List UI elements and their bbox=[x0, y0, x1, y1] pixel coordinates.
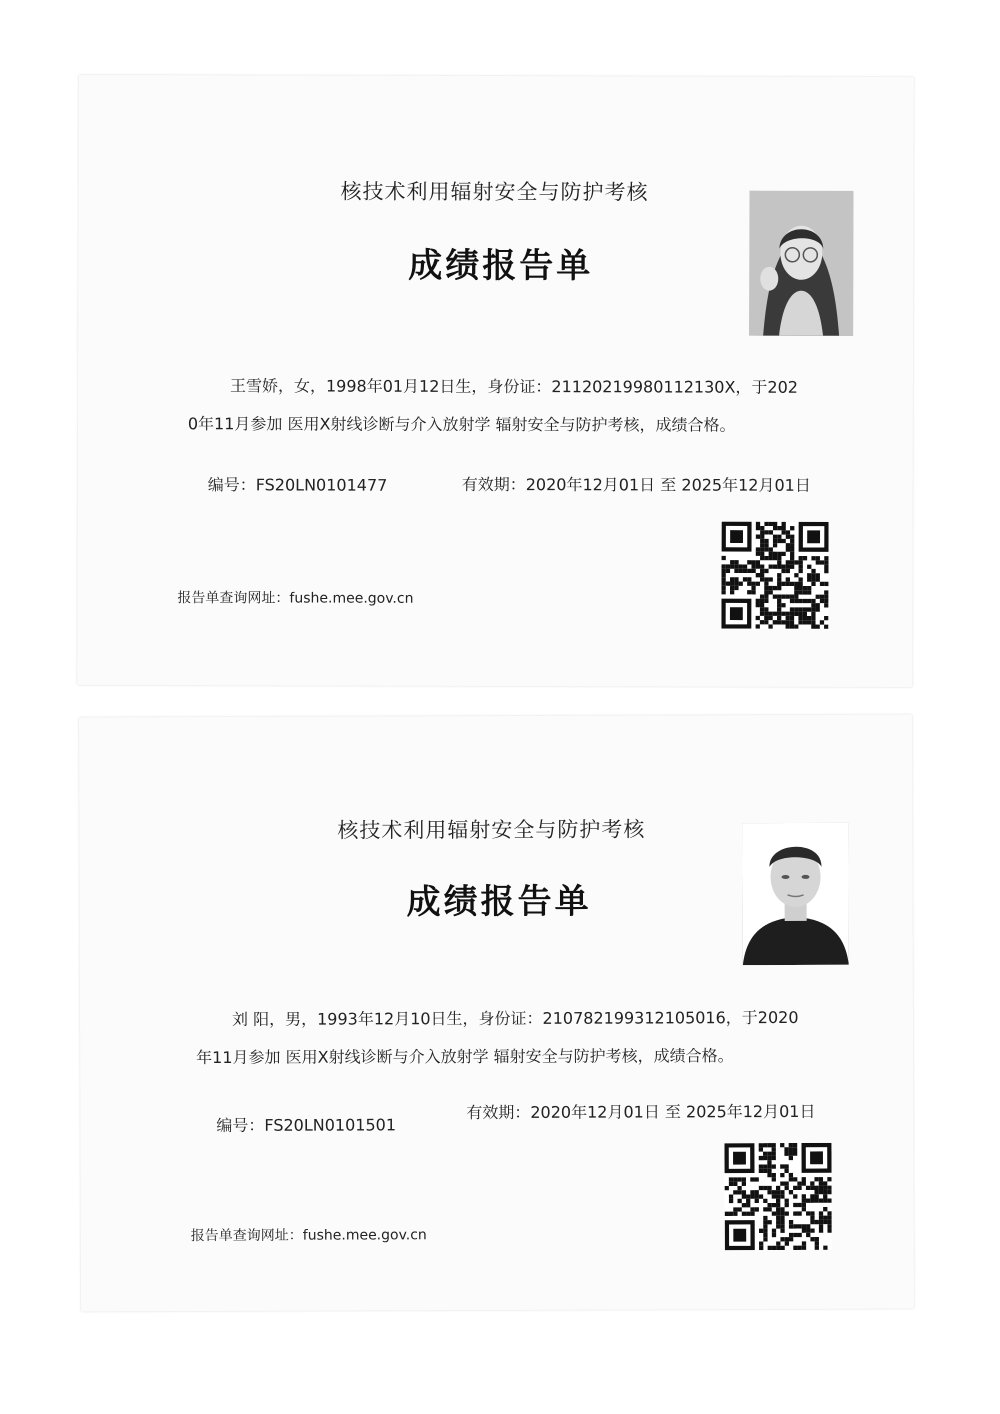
validity-from: 2020年12月01日 bbox=[525, 475, 656, 495]
qr-code bbox=[721, 522, 828, 629]
report-number-value: FS20LN0101501 bbox=[264, 1115, 397, 1135]
query-url-label: 报告单查询网址： bbox=[190, 1227, 303, 1245]
report-number-label: 编号： bbox=[216, 1115, 265, 1135]
report-number-label: 编号： bbox=[207, 475, 256, 495]
qr-code bbox=[724, 1143, 831, 1250]
report-title: 成绩报告单 bbox=[406, 881, 592, 923]
validity-to: 2025年12月01日 bbox=[685, 1101, 816, 1122]
report-validity bbox=[466, 1099, 815, 1123]
validity-to-word: 至 bbox=[660, 475, 677, 495]
report-number bbox=[216, 1112, 396, 1136]
query-url-value: fushe.mee.gov.cn bbox=[289, 590, 414, 607]
report-sheet bbox=[79, 715, 914, 1312]
validity-from: 2020年12月01日 bbox=[530, 1102, 660, 1122]
report-body-line2: 年11月参加 医用X射线诊断与介入放射学 辐射安全与防护考核，成绩合格。 bbox=[196, 1046, 734, 1068]
query-url bbox=[191, 1224, 427, 1245]
report-number bbox=[208, 472, 388, 495]
query-url-label: 报告单查询网址： bbox=[177, 590, 290, 607]
query-url-value: fushe.mee.gov.cn bbox=[302, 1227, 427, 1244]
query-url bbox=[177, 587, 413, 608]
photo-female bbox=[749, 191, 853, 336]
report-body-line1: 刘 阳，男，1993年12月10日生，身份证：210782199312105016，于2020 bbox=[231, 1007, 799, 1029]
validity-to-word: 至 bbox=[664, 1102, 681, 1122]
validity-label: 有效期： bbox=[461, 474, 526, 495]
report-body-line2: 0年11月参加 医用X射线诊断与介入放射学 辐射安全与防护考核，成绩合格。 bbox=[187, 414, 736, 435]
report-subtitle: 核技术利用辐射安全与防护考核 bbox=[340, 179, 649, 205]
validity-label: 有效期： bbox=[466, 1102, 531, 1123]
report-sheet bbox=[77, 75, 914, 687]
report-number-value: FS20LN0101477 bbox=[255, 475, 388, 495]
photo-male bbox=[742, 823, 848, 965]
validity-to: 2025年12月01日 bbox=[681, 475, 811, 495]
report-title: 成绩报告单 bbox=[408, 245, 594, 287]
report-subtitle: 核技术利用辐射安全与防护考核 bbox=[337, 817, 646, 843]
report-validity bbox=[462, 472, 811, 496]
report-body-line1: 王雪娇，女，1998年01月12日生，身份证：21120219980112130X，于202 bbox=[229, 376, 799, 397]
